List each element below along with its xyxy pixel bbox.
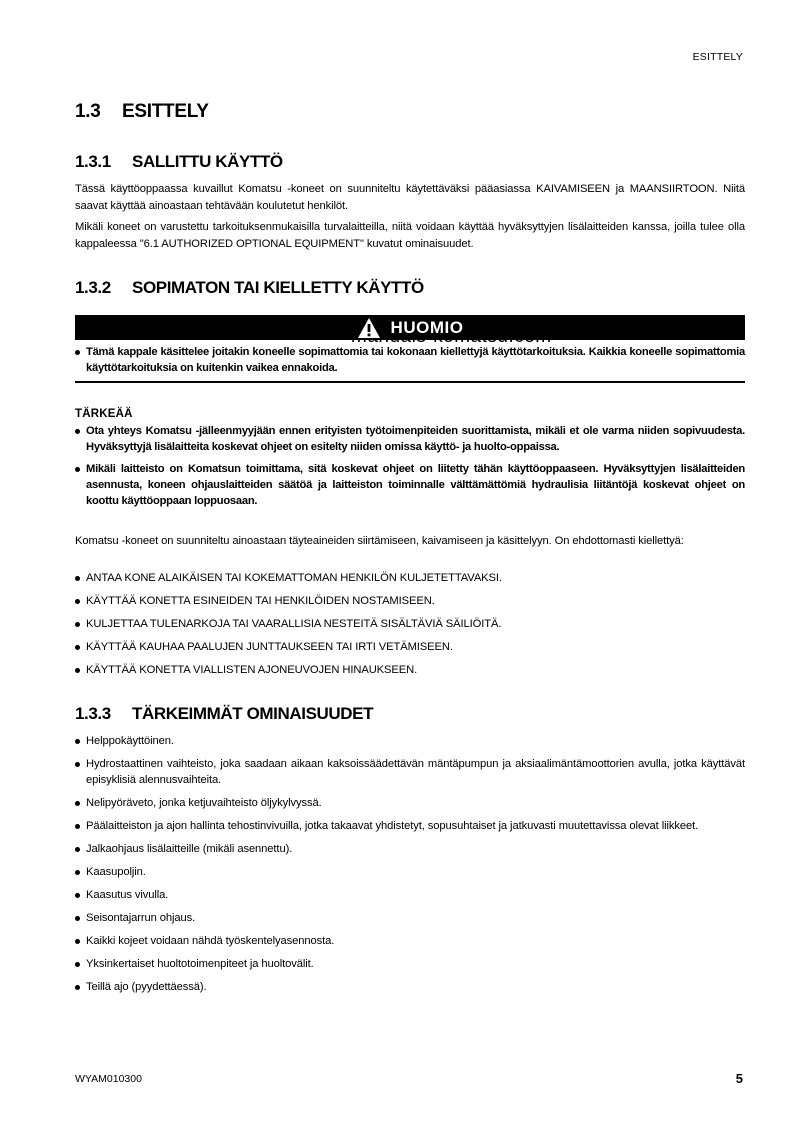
prohibited-list (75, 570, 745, 678)
feature-item: Helppokäyttöinen. (75, 733, 745, 749)
bullet-icon (75, 645, 80, 650)
notice-banner (75, 315, 745, 340)
paragraph: Tässä käyttöoppaassa kuvaillut Komatsu -koneet on suunniteltu käytettäväksi pääasiassa KAIVAMISEEN ja MAANSIIRTOON. Niitä saavat käyttää ainoastaan tehtävään koulutetut henkilöt. (75, 183, 745, 212)
feature-item: Päälaitteiston ja ajon hallinta tehostinvivuilla, jotka takaavat yhdistetyt, sopusuhtaiset ja jatkuvasti muutettavissa olevat liikkeet. (75, 818, 745, 834)
bullet-icon (75, 668, 80, 673)
bullet-icon (75, 350, 80, 355)
bullet-icon (75, 939, 80, 944)
important-list (75, 423, 745, 509)
feature-item: Kaikki kojeet voidaan nähdä työskentelyasennosta. (75, 933, 745, 949)
subsection-title: SALLITTU KÄYTTÖ (132, 152, 283, 171)
notice-list (75, 344, 745, 376)
bullet-icon (75, 847, 80, 852)
subsection-heading-1-3-2 (75, 278, 424, 298)
subsection-number: 1.3.2 (75, 278, 111, 297)
bullet-icon (75, 576, 80, 581)
prohibited-item: KÄYTTÄÄ KONETTA VIALLISTEN AJONEUVOJEN HINAUKSEEN. (75, 662, 745, 678)
prohibited-item: KÄYTTÄÄ KONETTA ESINEIDEN TAI HENKILÖIDEN NOSTAMISEEN. (75, 593, 745, 609)
feature-item: Seisontajarrun ohjaus. (75, 910, 745, 926)
feature-item: Jalkaohjaus lisälaitteille (mikäli asennettu). (75, 841, 745, 857)
bullet-icon (75, 893, 80, 898)
important-item: Ota yhteys Komatsu -jälleenmyyjään ennen erityisten työtoimenpiteiden suorittamista, mikäli et ole varma niiden sopivuudesta. Hyväksyttyjä lisälaitteita koskevat ohjeet on esitelty niiden omissa käyttö- ja huolto-oppaissa. (75, 423, 745, 455)
section-number: 1.3 (75, 101, 101, 122)
bullet-icon (75, 429, 80, 434)
feature-item: Hydrostaattinen vaihteisto, joka saadaan aikaan kaksoissäädettävän mäntäpumpun ja aksiaalimäntämoottorien avulla, jotka käyttävät episyklisiä alennusvaihteita. (75, 756, 745, 788)
features-list (75, 733, 745, 995)
subsection-heading-1-3-1 (75, 152, 283, 172)
important-item: Mikäli laitteisto on Komatsun toimittama, sitä koskevat ohjeet on liitetty tähän käyttöoppaaseen. Hyväksyttyjen lisälaitteiden asennusta, koneen ohjauslaitteiden säätöä ja laitteiston toiminnalle välttämättömiä hydraulisia liitäntöjä koskevat ohjeet on koottu käyttöoppaan loppuosaan. (75, 461, 745, 509)
page-number: 5 (735, 1071, 743, 1086)
bullet-icon (75, 599, 80, 604)
notice-label: HUOMIO (390, 317, 464, 337)
notice-item: Tämä kappale käsittelee joitakin koneelle sopimattomia tai kokonaan kiellettyjä käyttötarkoituksia. Kaikkia koneelle sopimattomia käyttötarkoituksia on kuitenkin vaikea ennakoida. (75, 344, 745, 376)
prohibited-item: KÄYTTÄÄ KAUHAA PAALUJEN JUNTTAUKSEEN TAI IRTI VETÄMISEEN. (75, 639, 745, 655)
running-header: ESITTELY (692, 51, 743, 63)
feature-item: Teillä ajo (pyydettäessä). (75, 979, 745, 995)
bullet-icon (75, 870, 80, 875)
subsection-title: TÄRKEIMMÄT OMINAISUUDET (132, 704, 374, 723)
bullet-icon (75, 824, 80, 829)
bullet-icon (75, 916, 80, 921)
section-heading (75, 101, 209, 123)
bullet-icon (75, 467, 80, 472)
subsection-number: 1.3.1 (75, 152, 111, 171)
feature-item: Nelipyöräveto, jonka ketjuvaihteisto öljykylvyssä. (75, 795, 745, 811)
paragraph: Mikäli koneet on varustettu tarkoituksenmukaisilla turvalaitteilla, niitä voidaan käyttää hyväksyttyjen lisälaitteiden kanssa, joilla tulee olla kappaleessa "6.1 AUTHORIZED OPTIONAL EQUIPMENT" kuvatut ominaisuudet. (75, 221, 745, 250)
bullet-icon (75, 762, 80, 767)
important-label: TÄRKEÄÄ (75, 408, 133, 420)
document-code: WYAM010300 (75, 1073, 142, 1085)
subsection-title: SOPIMATON TAI KIELLETTY KÄYTTÖ (132, 278, 424, 297)
bullet-icon (75, 739, 80, 744)
bullet-icon (75, 985, 80, 990)
prohibited-item: ANTAA KONE ALAIKÄISEN TAI KOKEMATTOMAN HENKILÖN KULJETETTAVAKSI. (75, 570, 745, 586)
bullet-icon (75, 962, 80, 967)
feature-item: Yksinkertaiset huoltotoimenpiteet ja huoltovälit. (75, 956, 745, 972)
subsection-number: 1.3.3 (75, 704, 111, 723)
warning-triangle-icon (357, 317, 381, 339)
prohibited-item: KULJETTAA TULENARKOJA TAI VAARALLISIA NESTEITÄ SISÄLTÄVIÄ SÄILIÖITÄ. (75, 616, 745, 632)
bullet-icon (75, 622, 80, 627)
prohibited-intro: Komatsu -koneet on suunniteltu ainoastaan täyteaineiden siirtämiseen, kaivamiseen ja käsittelyyn. On ehdottomasti kiellettyä: (75, 535, 684, 547)
subsection-heading-1-3-3 (75, 704, 373, 724)
feature-item: Kaasutus vivulla. (75, 887, 745, 903)
feature-item: Kaasupoljin. (75, 864, 745, 880)
bullet-icon (75, 801, 80, 806)
section-title: ESITTELY (122, 101, 209, 122)
notice-divider (75, 381, 745, 383)
